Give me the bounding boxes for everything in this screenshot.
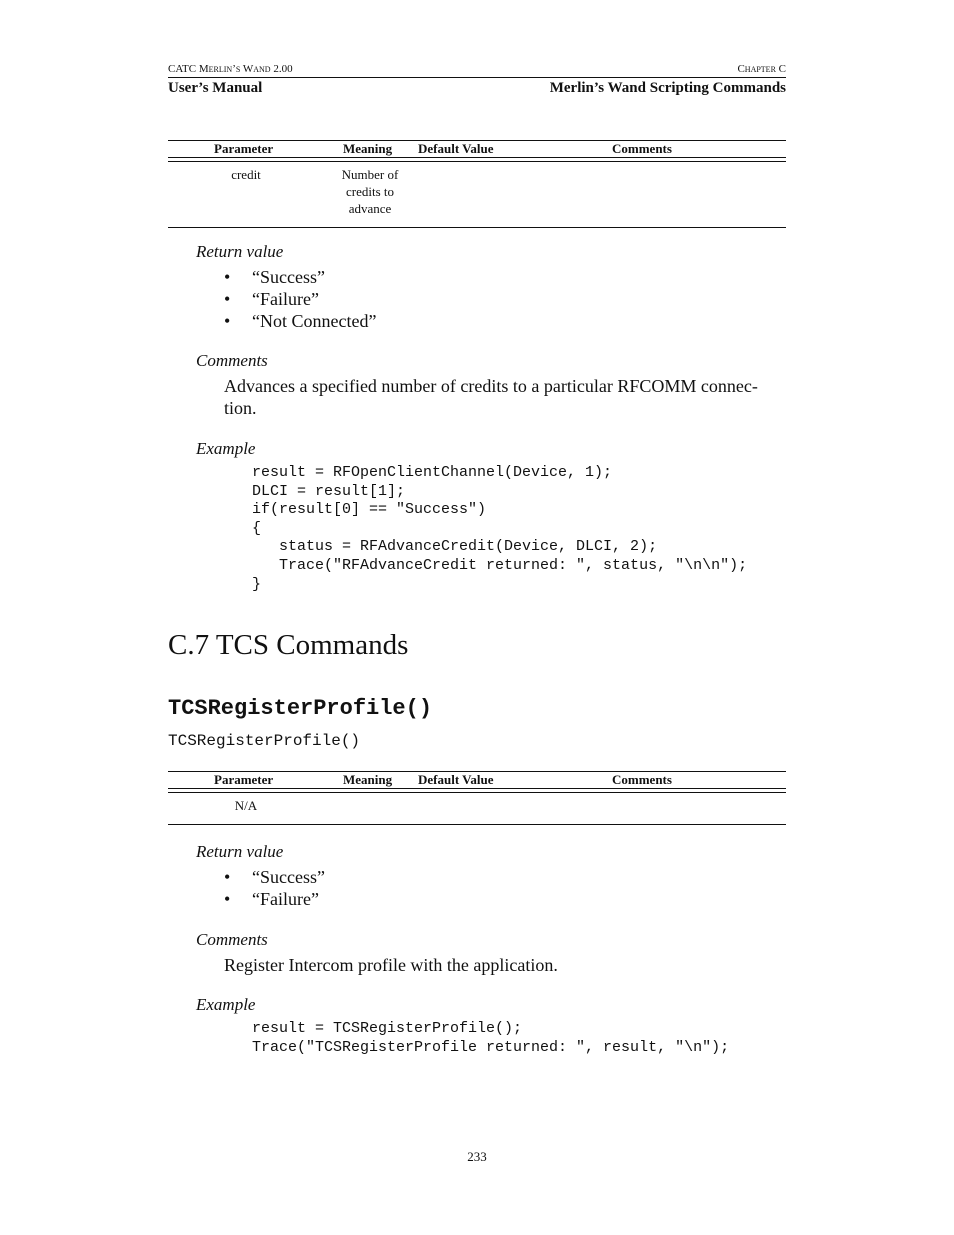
function-title: TCSRegisterProfile(): [168, 696, 433, 721]
page-number: 233: [467, 1149, 487, 1164]
return-value: “Success”: [252, 267, 325, 287]
list-item: • “Success”: [224, 267, 325, 287]
list-item: • “Failure”: [224, 889, 319, 909]
column-header-default-value: Default Value: [418, 141, 494, 156]
return-value: “Failure”: [252, 289, 319, 309]
header-doc-title: CATC Merlin’s Wand 2.00: [168, 63, 293, 75]
return-value: “Not Connected”: [252, 311, 377, 331]
table-header-rule-double: [168, 792, 786, 793]
meaning-line: credits to: [345, 184, 394, 199]
table-bottom-rule: [168, 824, 786, 825]
column-header-parameter: Parameter: [214, 141, 274, 156]
comments-label: Comments: [196, 930, 268, 949]
code-example: result = RFOpenClientChannel(Device, 1); DLCI = result[1]; if(result[0] == "Success") { status = RFAdvanceCredit(Device, DLCI, 2); Trace("RFAdvanceCredit returned: ", status, "\n\n"); }: [252, 464, 748, 593]
table-cell-parameter: credit: [231, 167, 261, 182]
return-value-label: Return value: [196, 242, 284, 261]
table-header-rule: [168, 157, 786, 158]
return-value: “Failure”: [252, 889, 319, 909]
parameter-table: [168, 771, 786, 827]
section-title: C.7 TCS Commands: [168, 629, 409, 661]
return-value-list: [224, 266, 376, 332]
table-bottom-rule: [168, 227, 786, 228]
column-header-comments: Comments: [612, 141, 672, 156]
return-value-list: [224, 866, 325, 910]
meaning-line: Number of: [341, 167, 399, 182]
table-cell-meaning: [328, 166, 412, 217]
comments-label: Comments: [196, 351, 268, 370]
return-value: “Success”: [252, 867, 325, 887]
parameter-table: [168, 140, 786, 230]
table-header-rule-double: [168, 161, 786, 162]
header-chapter: Chapter C: [737, 63, 786, 75]
header-rule: [168, 77, 786, 78]
meaning-line: advance: [348, 201, 392, 216]
comments-text: Register Intercom profile with the application.: [224, 955, 558, 975]
column-header-meaning: Meaning: [343, 141, 393, 156]
comments-line: Advances a specified number of credits to a particular RFCOMM connec-: [224, 376, 758, 396]
list-item: • “Success”: [224, 867, 325, 887]
table-cell-parameter: N/A: [234, 798, 258, 813]
comments-text: [224, 375, 786, 419]
comments-line: tion.: [224, 398, 257, 418]
column-header-default-value: Default Value: [418, 772, 494, 787]
example-label: Example: [196, 439, 256, 458]
header-manual-name: User’s Manual: [168, 80, 263, 96]
code-example: result = TCSRegisterProfile(); Trace("TCSRegisterProfile returned: ", result, "\n");: [252, 1020, 730, 1056]
column-header-meaning: Meaning: [343, 772, 393, 787]
column-header-parameter: Parameter: [214, 772, 274, 787]
list-item: • “Not Connected”: [224, 311, 377, 331]
return-value-label: Return value: [196, 842, 284, 861]
function-signature: TCSRegisterProfile(): [168, 732, 361, 750]
column-header-comments: Comments: [612, 772, 672, 787]
example-label: Example: [196, 995, 256, 1014]
header-section-name: Merlin’s Wand Scripting Commands: [549, 80, 786, 96]
table-header-rule: [168, 788, 786, 789]
list-item: • “Failure”: [224, 289, 319, 309]
